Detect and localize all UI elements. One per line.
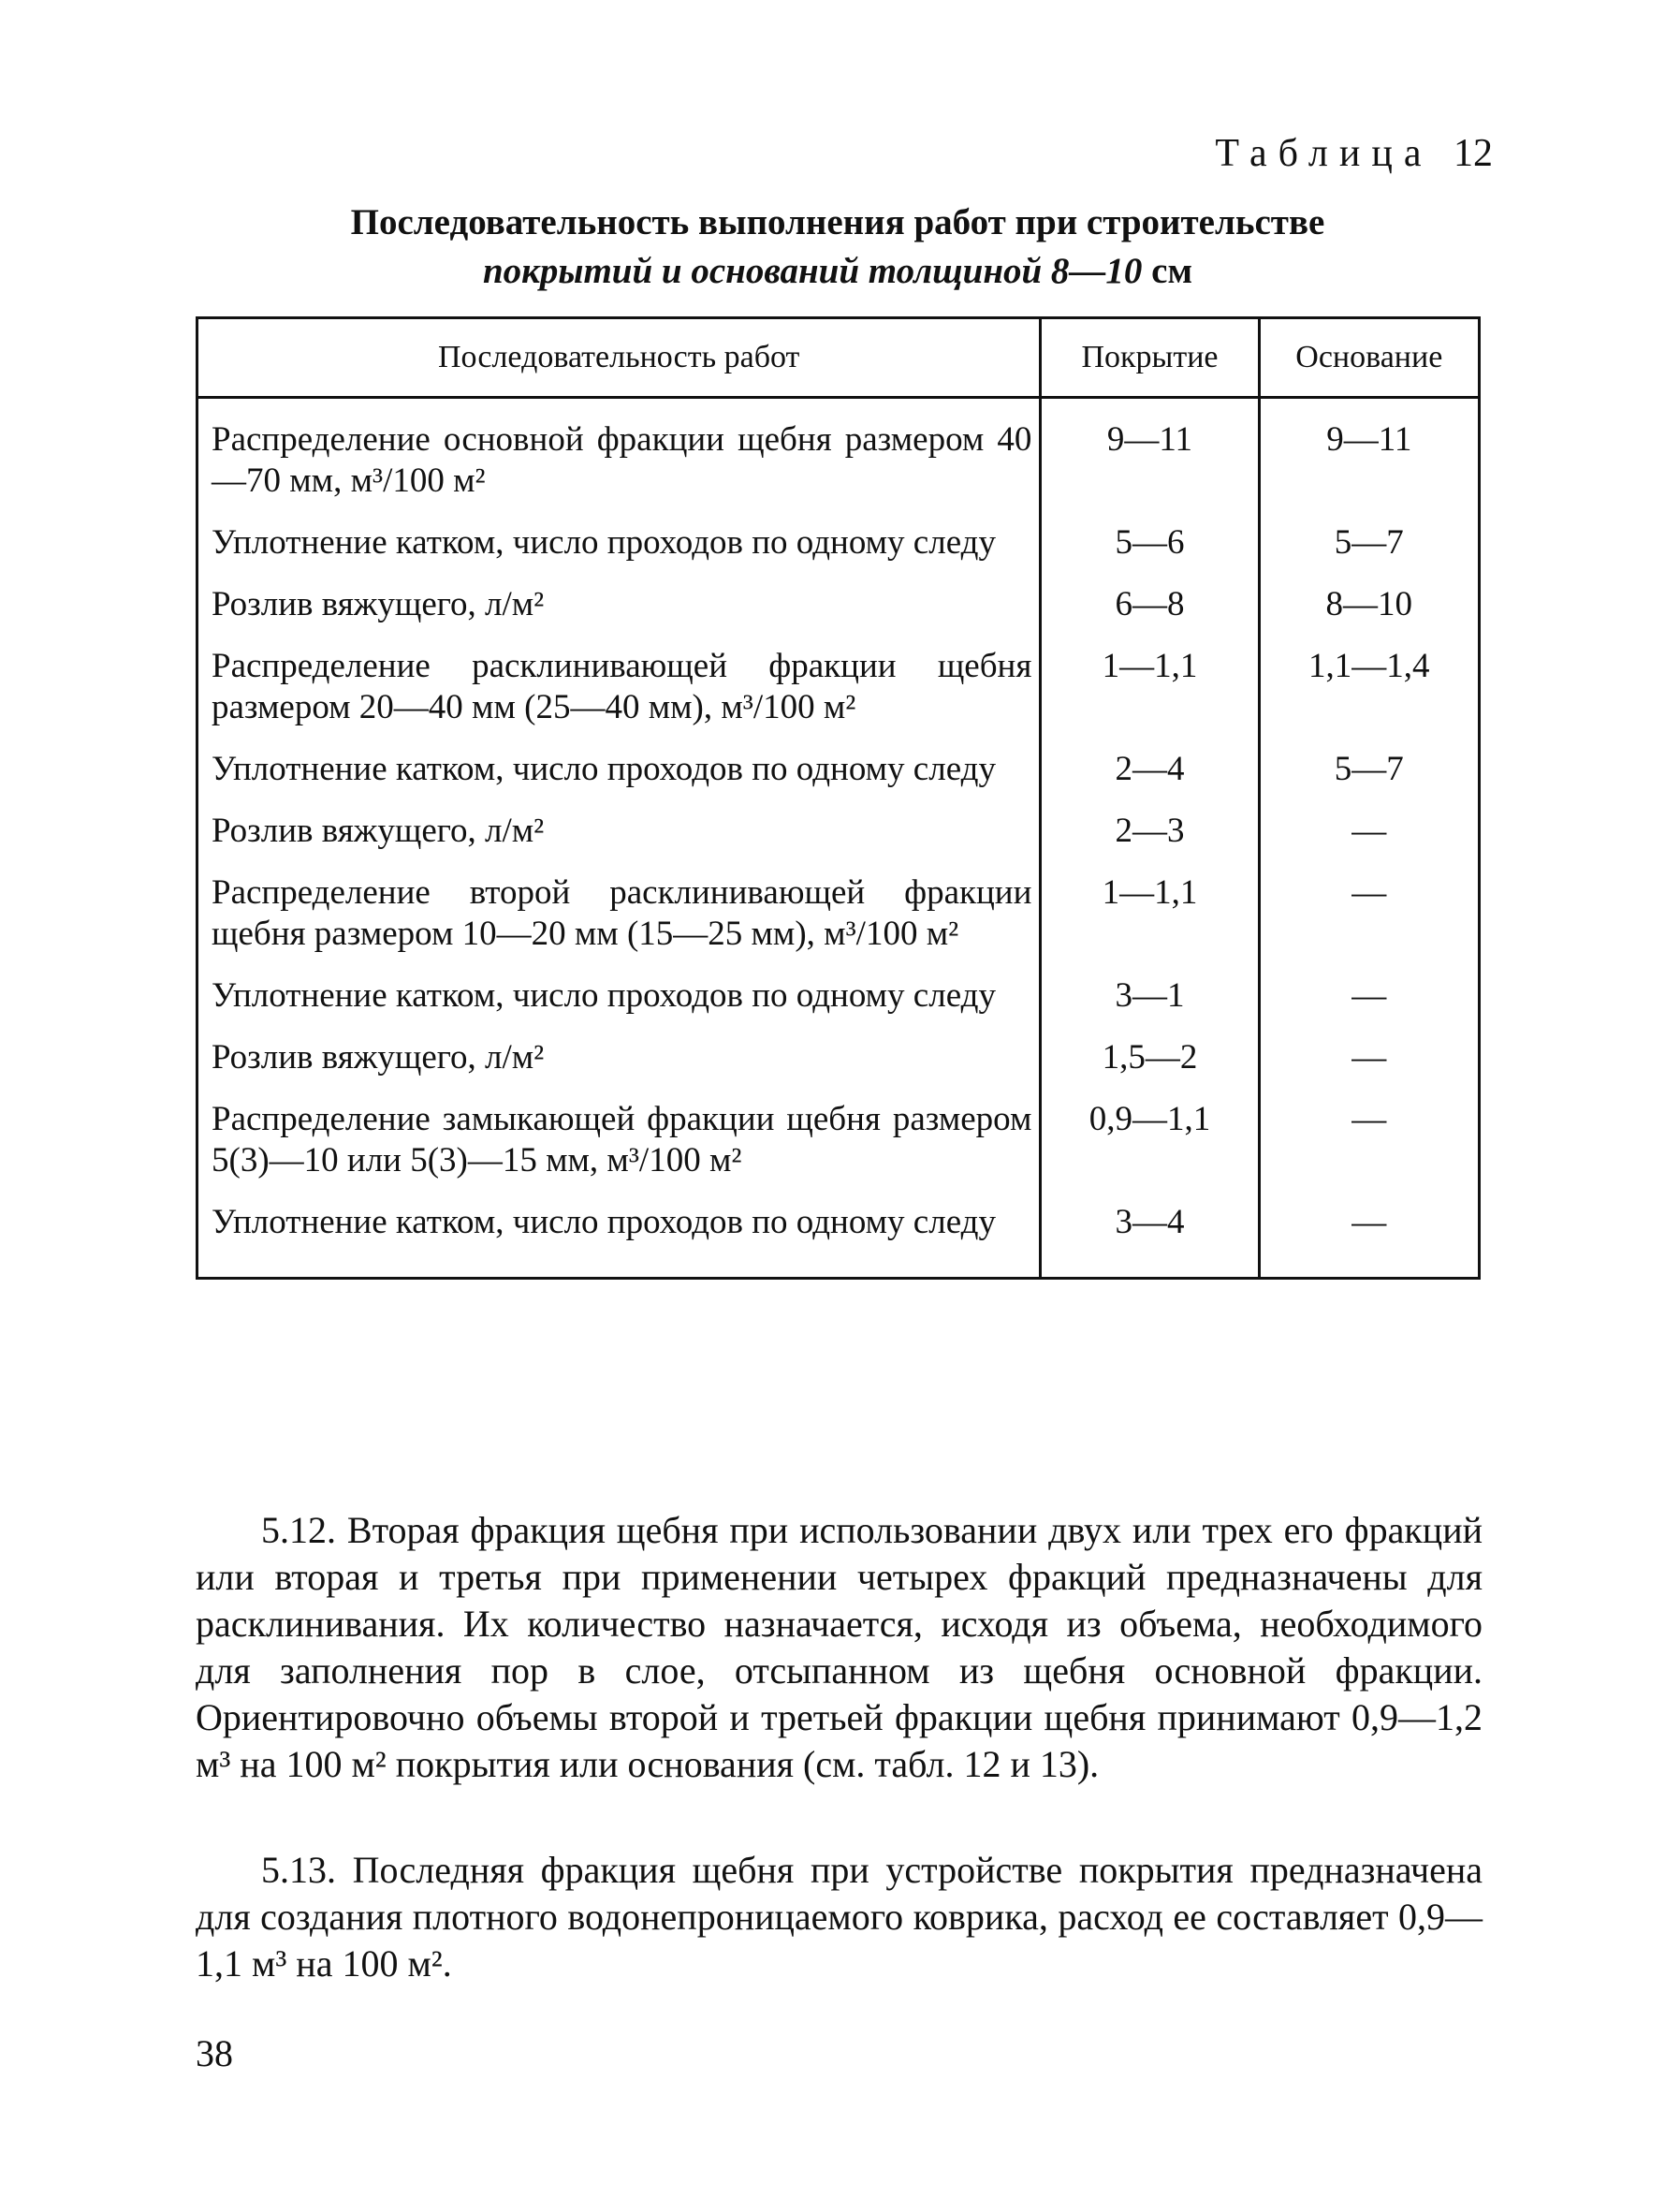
base-cell: — [1259, 962, 1479, 1024]
header-sequence: Последовательность работ [197, 318, 1041, 398]
works-table [196, 316, 1481, 1280]
table-title-line1: Последовательность выполнения работ при строительстве [350, 202, 1325, 242]
coating-cell: 1,5—2 [1041, 1024, 1259, 1086]
coating-cell: 3—1 [1041, 962, 1259, 1024]
coating-cell: 3—4 [1041, 1189, 1259, 1279]
coating-cell: 1—1,1 [1041, 859, 1259, 962]
paragraph-5-13 [196, 1847, 1483, 1987]
table-title-line2 [197, 247, 1479, 296]
work-cell: Розлив вяжущего, л/м² [197, 1024, 1041, 1086]
table-header-row [197, 318, 1480, 398]
page-number: 38 [196, 2032, 233, 2074]
table-row [197, 1189, 1480, 1279]
coating-cell: 0,9—1,1 [1041, 1086, 1259, 1189]
work-cell: Распределение основной фракции щебня размером 40—70 мм, м³/100 м² [197, 398, 1041, 510]
table-row [197, 736, 1480, 798]
coating-cell: 6—8 [1041, 571, 1259, 633]
base-cell: — [1259, 1189, 1479, 1279]
base-cell: 5—7 [1259, 509, 1479, 571]
work-cell: Уплотнение катком, число проходов по одному следу [197, 1189, 1041, 1279]
work-cell: Уплотнение катком, число проходов по одному следу [197, 962, 1041, 1024]
base-cell: — [1259, 859, 1479, 962]
table-row [197, 571, 1480, 633]
work-cell: Розлив вяжущего, л/м² [197, 571, 1041, 633]
paragraph-5-13-text: 5.13. Последняя фракция щебня при устройстве покрытия предназначена для создания плотного водонепроницаемого коврика, расход ее составляет 0,9—1,1 м³ на 100 м². [196, 1849, 1483, 1985]
table-title [197, 198, 1479, 296]
base-cell: 9—11 [1259, 398, 1479, 510]
base-cell: 8—10 [1259, 571, 1479, 633]
table-label-number: 12 [1454, 132, 1493, 175]
base-cell: — [1259, 798, 1479, 859]
work-cell: Распределение второй расклинивающей фракции щебня размером 10—20 мм (15—25 мм), м³/100 м² [197, 859, 1041, 962]
base-cell: — [1259, 1024, 1479, 1086]
work-cell: Распределение замыкающей фракции щебня размером 5(3)—10 или 5(3)—15 мм, м³/100 м² [197, 1086, 1041, 1189]
table-title-line2-italic: покрытий и оснований толщиной 8—10 [482, 251, 1143, 291]
work-cell: Уплотнение катком, число проходов по одному следу [197, 736, 1041, 798]
base-cell: 1,1—1,4 [1259, 633, 1479, 736]
base-cell: 5—7 [1259, 736, 1479, 798]
table-title-line2-unit: см [1142, 251, 1193, 291]
coating-cell: 1—1,1 [1041, 633, 1259, 736]
table-row [197, 1086, 1480, 1189]
coating-cell: 2—4 [1041, 736, 1259, 798]
table-row [197, 1024, 1480, 1086]
table-row [197, 798, 1480, 859]
coating-cell: 2—3 [1041, 798, 1259, 859]
work-cell: Уплотнение катком, число проходов по одному следу [197, 509, 1041, 571]
table-row [197, 859, 1480, 962]
table-row [197, 962, 1480, 1024]
table-row [197, 633, 1480, 736]
header-coating: Покрытие [1041, 318, 1259, 398]
table-row [197, 398, 1480, 510]
header-base: Основание [1259, 318, 1479, 398]
work-cell: Распределение расклинивающей фракции щебня размером 20—40 мм (25—40 мм), м³/100 м² [197, 633, 1041, 736]
base-cell: — [1259, 1086, 1479, 1189]
table-label-word: Таблица [1215, 132, 1433, 175]
table-label [1215, 131, 1493, 176]
coating-cell: 9—11 [1041, 398, 1259, 510]
table-row [197, 509, 1480, 571]
paragraph-5-12-text: 5.12. Вторая фракция щебня при использовании двух или трех его фракций или вторая и третья при применении четырех фракций предназначены для расклинивания. Их количество назначается, исходя из объема, необходимого для заполнения пор в слое, отсыпанном из щебня основной фракции. Ориентировочно объемы второй и третьей фракции щебня принимают 0,9—1,2 м³ на 100 м² покрытия или основания (см. табл. 12 и 13). [196, 1509, 1483, 1785]
coating-cell: 5—6 [1041, 509, 1259, 571]
work-cell: Розлив вяжущего, л/м² [197, 798, 1041, 859]
paragraph-5-12 [196, 1507, 1483, 1788]
